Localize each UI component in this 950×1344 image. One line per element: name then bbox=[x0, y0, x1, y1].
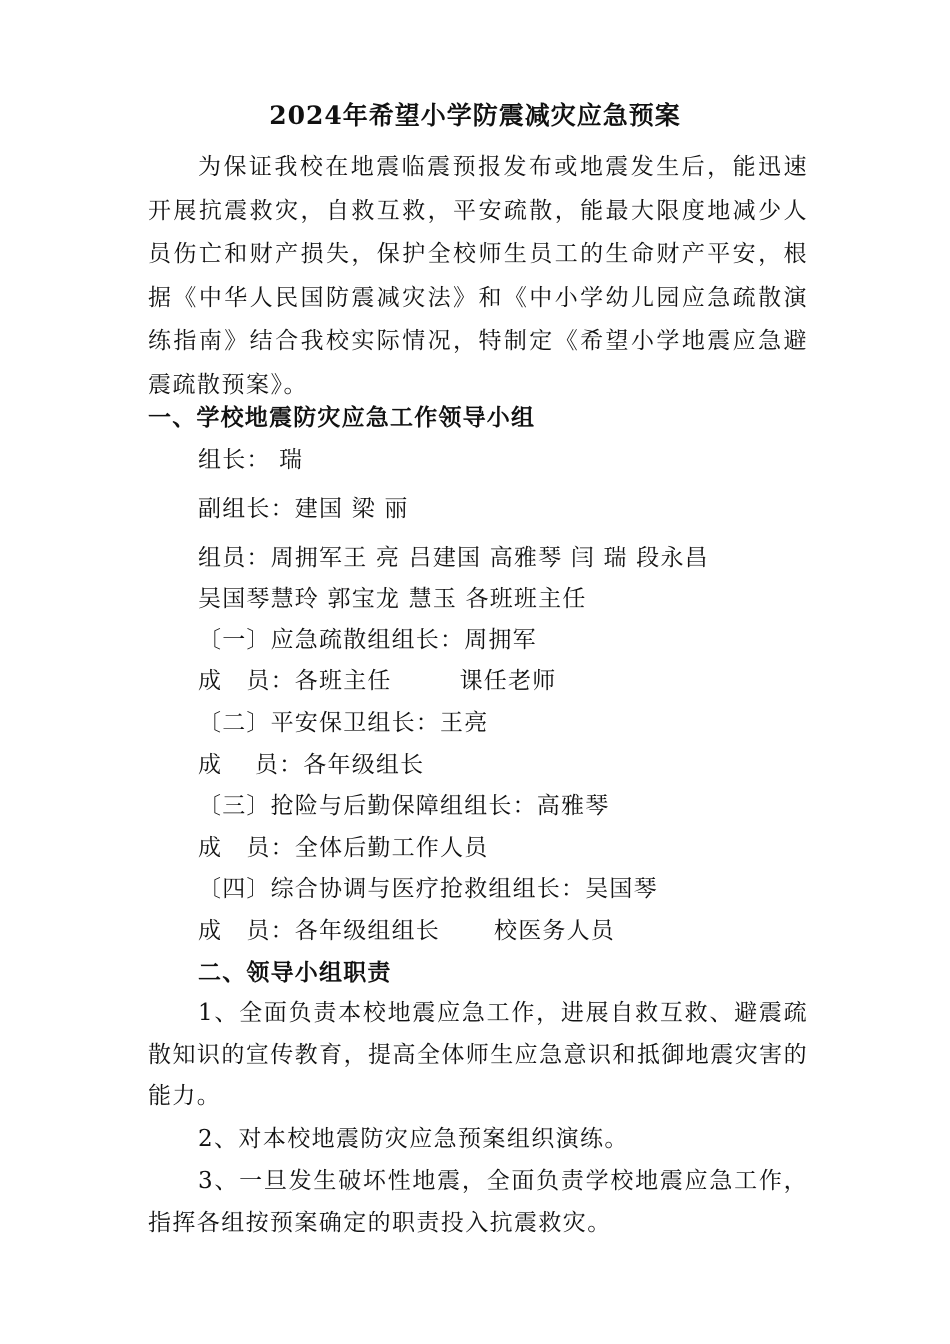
section2-heading: 二、领导小组职责 bbox=[198, 959, 392, 986]
members-line-2: 吴国琴慧玲 郭宝龙 慧玉 各班班主任 bbox=[198, 586, 587, 612]
duty-item-3: 3、一旦发生破坏性地震，全面负责学校地震应急工作，指挥各组按预案确定的职责投入抗震救灾。 bbox=[148, 1168, 808, 1236]
group-4-members bbox=[198, 911, 615, 951]
leader-line: 组长： 瑞 bbox=[198, 447, 304, 473]
group-3-title: 〔三〕抢险与后勤保障组组长：高雅琴 bbox=[198, 793, 610, 819]
members-line-1: 组员：周拥军王 亮 吕建国 高雅琴 闫 瑞 段永昌 bbox=[198, 545, 709, 571]
document-title: 2024年希望小学防震减灾应急预案 bbox=[269, 101, 681, 130]
group-4-members-label: 成 员：各年级组组长 bbox=[198, 918, 440, 944]
group-3-members: 成 员：全体后勤工作人员 bbox=[198, 835, 489, 861]
group-1-members-label: 成 员：各班主任 bbox=[198, 668, 392, 694]
group-4-title: 〔四〕综合协调与医疗抢救组组长：吴国琴 bbox=[198, 876, 658, 902]
group-1-members bbox=[198, 661, 556, 701]
group-1-members-extra: 课任老师 bbox=[459, 668, 557, 694]
group-1-title: 〔一〕应急疏散组组长：周拥军 bbox=[198, 627, 537, 653]
section1-heading: 一、学校地震防灾应急工作领导小组 bbox=[148, 404, 536, 431]
group-2-members: 成 员：各年级组长 bbox=[198, 752, 425, 778]
group-4-members-extra: 校医务人员 bbox=[494, 918, 615, 944]
deputy-leader-line: 副组长：建国 梁 丽 bbox=[198, 496, 409, 522]
duty-item-1: 1、全面负责本校地震应急工作，进展自救互救、避震疏散知识的宣传教育，提高全体师生应急意识和抵御地震灾害的能力。 bbox=[148, 1000, 808, 1109]
intro-paragraph: 为保证我校在地震临震预报发布或地震发生后，能迅速开展抗震救灾，自救互救，平安疏散，能最大限度地减少人员伤亡和财产损失，保护全校师生员工的生命财产平安，根据《中华人民国防震减灾法》和《中小学幼儿园应急疏散演练指南》结合我校实际情况，特制定《希望小学地震应急避震疏散预案》。 bbox=[148, 154, 808, 398]
group-2-title: 〔二〕平安保卫组长：王亮 bbox=[198, 710, 489, 736]
duty-item-2: 2、对本校地震防灾应急预案组织演练。 bbox=[198, 1126, 629, 1152]
